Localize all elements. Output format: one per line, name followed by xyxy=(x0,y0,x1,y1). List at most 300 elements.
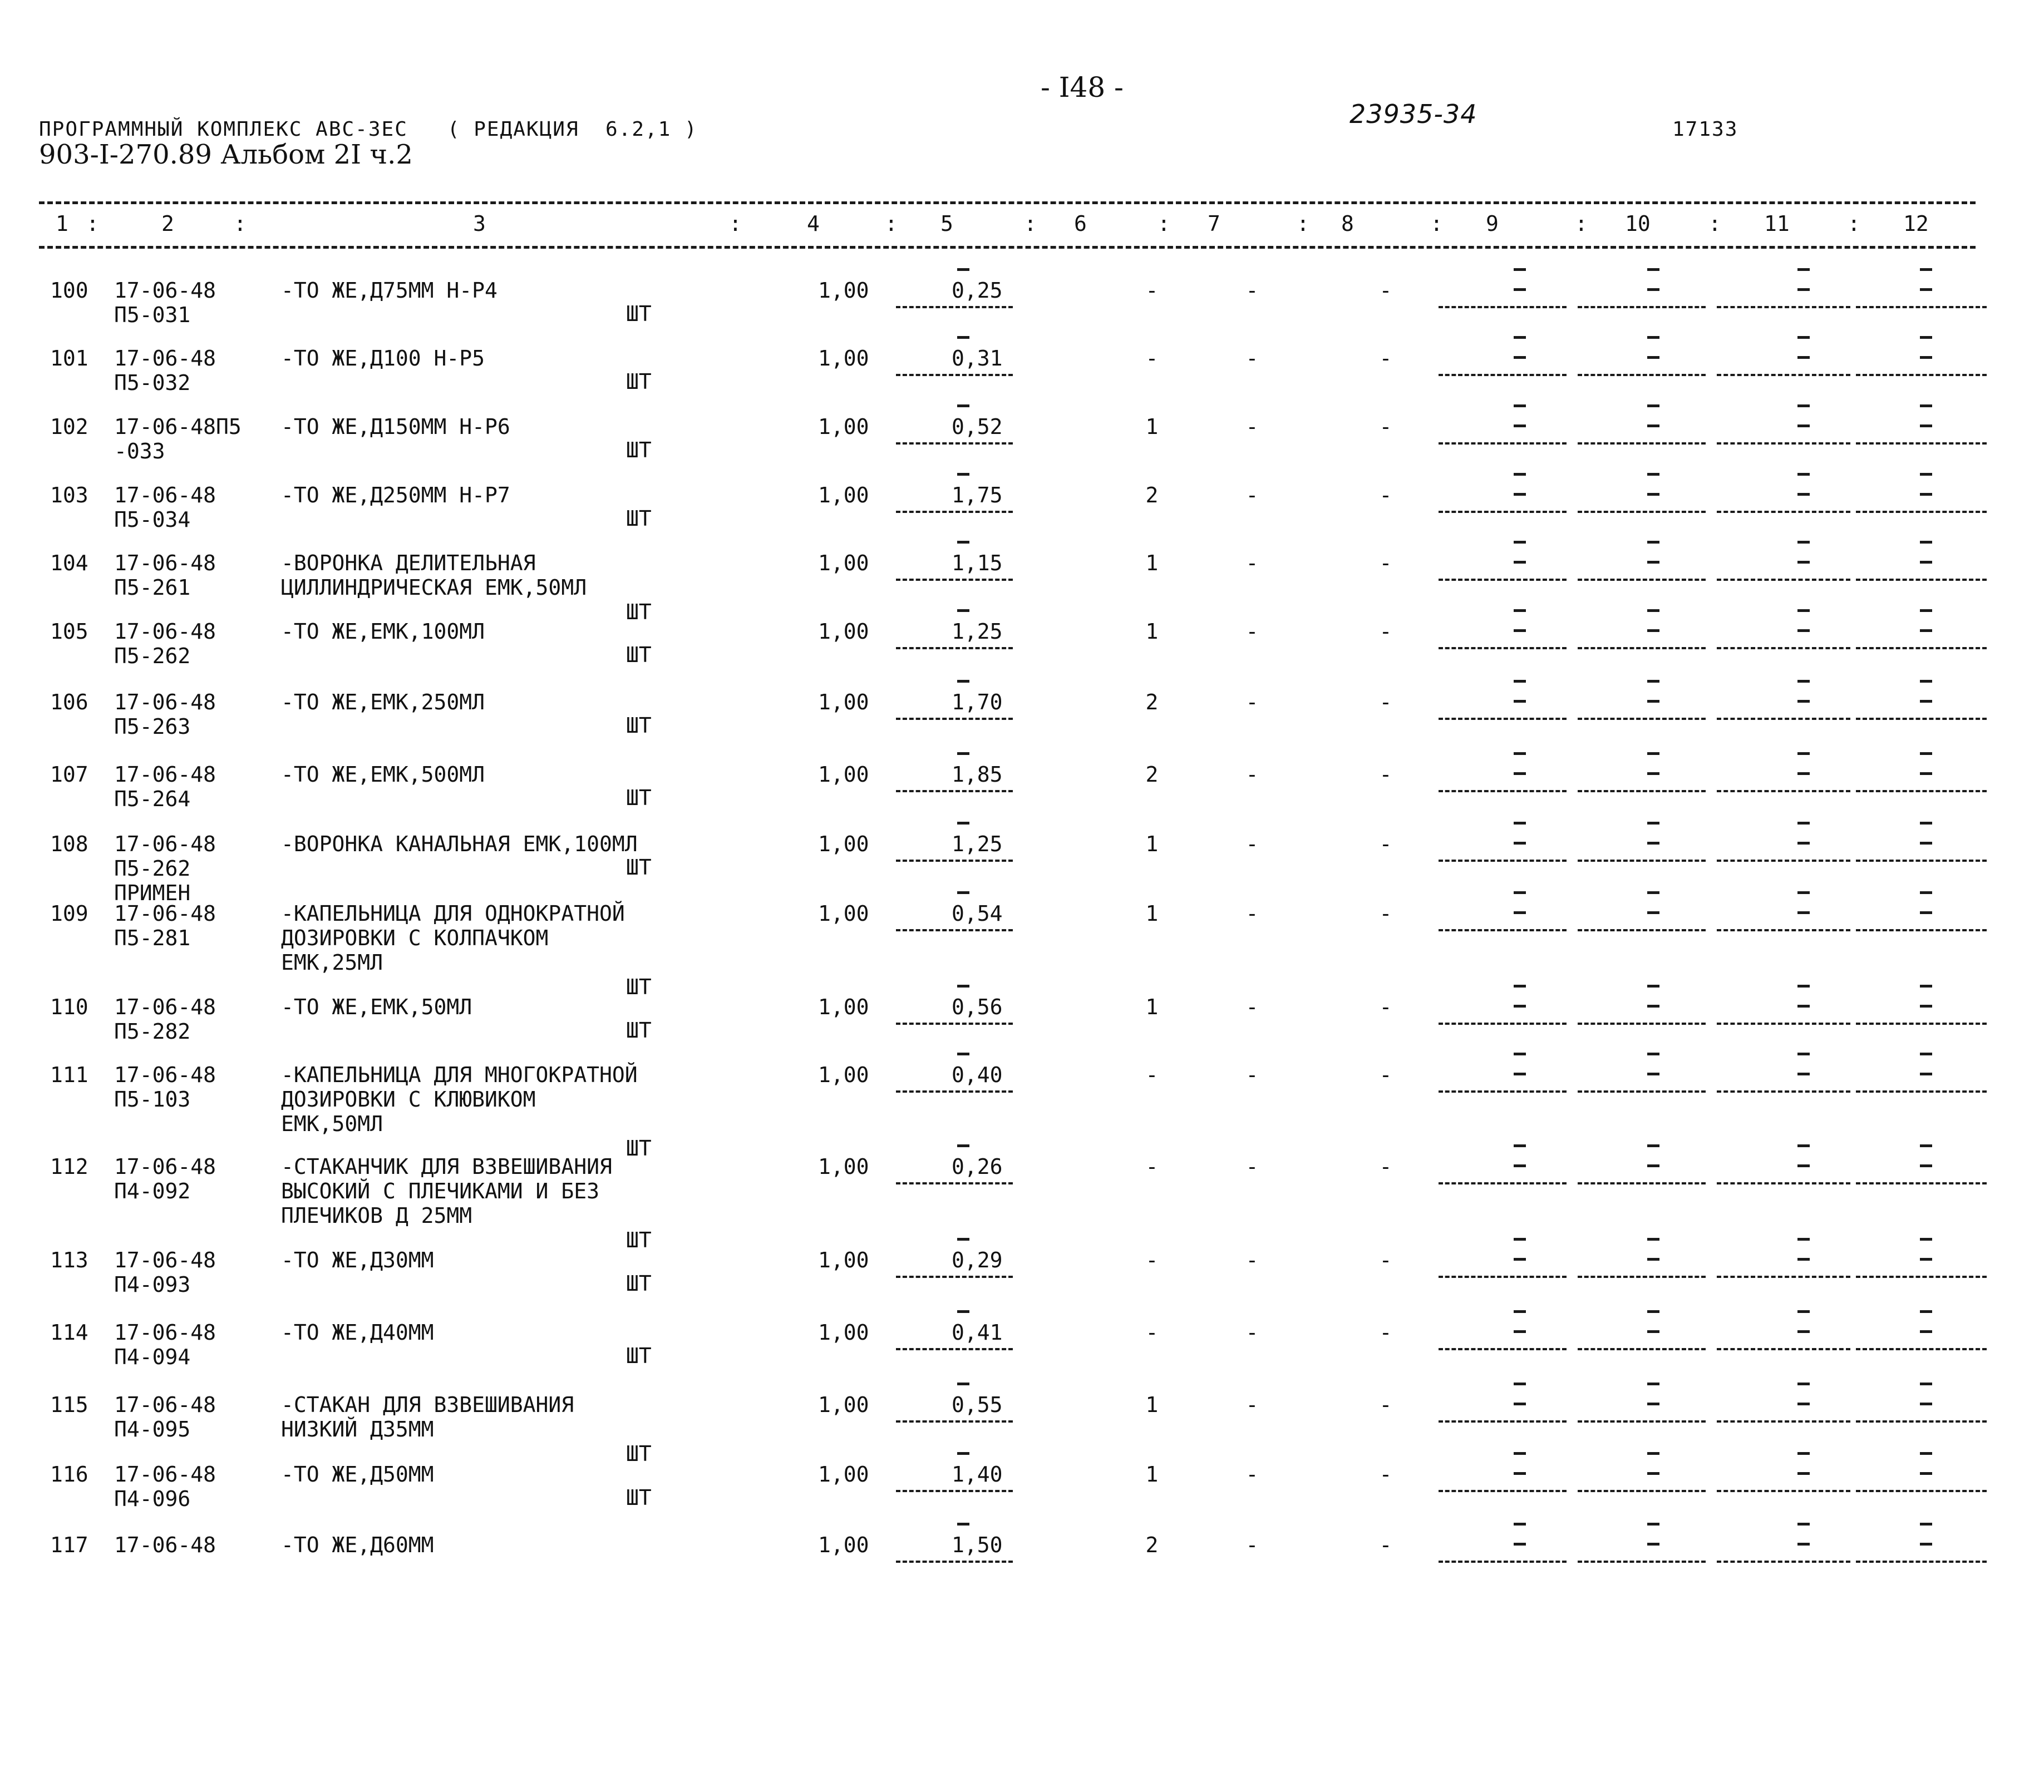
item-description: -ТО ЖЕ,Д60ММ xyxy=(281,1533,434,1557)
column-10-underline xyxy=(1578,1561,1706,1563)
empty-value-mark xyxy=(1514,541,1526,544)
item-description: -ВОРОНКА ДЕЛИТЕЛЬНАЯ xyxy=(281,551,536,575)
item-unit: ШТ xyxy=(626,1018,652,1043)
empty-value-mark xyxy=(1514,1258,1526,1261)
column-10-underline xyxy=(1578,1090,1706,1093)
column-header-row xyxy=(39,211,1976,236)
column-8-value: - xyxy=(1379,483,1392,507)
column-6-value: - xyxy=(1145,1320,1159,1345)
column-6-value: 1 xyxy=(1145,414,1159,439)
column-7-value: - xyxy=(1245,1320,1259,1345)
item-quantity: 1,00 xyxy=(818,1533,869,1557)
price-underline xyxy=(896,579,1013,581)
row-number: 110 xyxy=(50,995,88,1019)
empty-value-mark xyxy=(1514,1330,1526,1333)
empty-value-mark xyxy=(1514,336,1526,339)
empty-value-mark xyxy=(1647,700,1659,703)
empty-value-mark xyxy=(1797,700,1810,703)
column-6-value: 2 xyxy=(1145,483,1159,507)
empty-value-mark xyxy=(1920,1144,1932,1147)
empty-value-mark xyxy=(1647,336,1659,339)
item-code: 17-06-48 xyxy=(114,762,216,787)
column-10-underline xyxy=(1578,1182,1706,1184)
column-11-underline xyxy=(1717,929,1850,931)
empty-value-mark xyxy=(1647,680,1659,683)
item-code: ПРИМЕН xyxy=(114,881,191,905)
column-7-value: - xyxy=(1245,1248,1259,1272)
empty-value-mark xyxy=(1514,629,1526,632)
item-quantity: 1,00 xyxy=(818,1320,869,1345)
column-11-underline xyxy=(1717,1348,1850,1350)
item-code: 17-06-48 xyxy=(114,1063,216,1087)
item-unit: ШТ xyxy=(626,1344,652,1368)
column-9-underline xyxy=(1439,579,1567,581)
empty-value-mark xyxy=(1514,424,1526,427)
empty-value-mark xyxy=(1514,752,1526,755)
empty-value-mark xyxy=(1514,1053,1526,1055)
price-underline xyxy=(896,1348,1013,1350)
column-12-underline xyxy=(1856,860,1987,862)
column-header-10: 10 xyxy=(1625,211,1651,236)
empty-value-mark xyxy=(1797,561,1810,564)
row-number: 113 xyxy=(50,1248,88,1272)
empty-value-mark xyxy=(1647,1238,1659,1241)
item-code: 17-06-48 xyxy=(114,1154,216,1179)
column-12-underline xyxy=(1856,718,1987,720)
item-unit: ШТ xyxy=(626,438,652,462)
row-number: 111 xyxy=(50,1063,88,1087)
row-number: 101 xyxy=(50,346,88,371)
empty-value-mark xyxy=(1797,772,1810,775)
column-separator: : xyxy=(1848,211,1860,236)
empty-value-mark xyxy=(1514,911,1526,914)
empty-value-mark xyxy=(957,891,969,894)
empty-value-mark xyxy=(1647,1164,1659,1167)
item-description: -ТО ЖЕ,Д50ММ xyxy=(281,1462,434,1487)
empty-value-mark xyxy=(1647,629,1659,632)
price-underline xyxy=(896,1276,1013,1278)
item-code: П5-262 xyxy=(114,856,191,881)
item-quantity: 1,00 xyxy=(818,995,869,1019)
column-11-underline xyxy=(1717,306,1850,308)
item-price: 1,40 xyxy=(952,1462,1003,1487)
item-description: ПЛЕЧИКОВ Д 25ММ xyxy=(281,1203,472,1228)
empty-value-mark xyxy=(1797,842,1810,845)
empty-value-mark xyxy=(1514,842,1526,845)
column-6-value: - xyxy=(1145,1063,1159,1087)
column-separator: : xyxy=(1430,211,1443,236)
column-6-value: 2 xyxy=(1145,690,1159,714)
item-price: 1,15 xyxy=(952,551,1003,575)
item-code: П5-264 xyxy=(114,787,191,811)
column-6-value: 1 xyxy=(1145,551,1159,575)
empty-value-mark xyxy=(1647,404,1659,407)
empty-value-mark xyxy=(1920,541,1932,544)
empty-value-mark xyxy=(1797,356,1810,359)
column-12-underline xyxy=(1856,1561,1987,1563)
empty-value-mark xyxy=(1920,1005,1932,1008)
item-code: П4-093 xyxy=(114,1272,191,1297)
price-underline xyxy=(896,790,1013,792)
empty-value-mark xyxy=(1514,772,1526,775)
column-header-12: 12 xyxy=(1903,211,1929,236)
column-12-underline xyxy=(1856,442,1987,445)
column-10-underline xyxy=(1578,860,1706,862)
item-quantity: 1,00 xyxy=(818,278,869,303)
item-description: -ТО ЖЕ,Д150ММ Н-Р6 xyxy=(281,414,510,439)
item-unit: ШТ xyxy=(626,506,652,531)
column-12-underline xyxy=(1856,511,1987,513)
item-description: ЕМК,25МЛ xyxy=(281,950,383,975)
table-header-rule xyxy=(39,246,1976,249)
item-unit: ШТ xyxy=(626,855,652,880)
empty-value-mark xyxy=(1920,1383,1932,1385)
empty-value-mark xyxy=(1920,424,1932,427)
row-number: 109 xyxy=(50,901,88,926)
column-9-underline xyxy=(1439,718,1567,720)
column-6-value: 2 xyxy=(1145,1533,1159,1557)
empty-value-mark xyxy=(1647,1523,1659,1526)
column-9-underline xyxy=(1439,306,1567,308)
column-10-underline xyxy=(1578,511,1706,513)
column-separator: : xyxy=(1297,211,1309,236)
empty-value-mark xyxy=(1920,700,1932,703)
column-8-value: - xyxy=(1379,690,1392,714)
item-description: -ТО ЖЕ,ЕМК,50МЛ xyxy=(281,995,472,1019)
item-description: -ТО ЖЕ,Д100 Н-Р5 xyxy=(281,346,485,371)
empty-value-mark xyxy=(1797,1144,1810,1147)
empty-value-mark xyxy=(1920,1258,1932,1261)
empty-value-mark xyxy=(1920,356,1932,359)
program-title: ПРОГРАММНЫЙ КОМПЛЕКС АВС-3ЕС ( РЕДАКЦИЯ 6.2,1 ) xyxy=(39,118,698,141)
empty-value-mark xyxy=(957,822,969,825)
item-code: П5-032 xyxy=(114,371,191,395)
empty-value-mark xyxy=(1647,772,1659,775)
empty-value-mark xyxy=(1920,1543,1932,1546)
item-quantity: 1,00 xyxy=(818,1063,869,1087)
column-8-value: - xyxy=(1379,414,1392,439)
empty-value-mark xyxy=(1514,1073,1526,1075)
empty-value-mark xyxy=(1514,1310,1526,1313)
empty-value-mark xyxy=(1920,609,1932,612)
row-number: 117 xyxy=(50,1533,88,1557)
row-number: 114 xyxy=(50,1320,88,1345)
empty-value-mark xyxy=(1920,772,1932,775)
empty-value-mark xyxy=(1514,1543,1526,1546)
empty-value-mark xyxy=(1647,822,1659,825)
column-11-underline xyxy=(1717,1090,1850,1093)
item-code: П5-262 xyxy=(114,644,191,668)
empty-value-mark xyxy=(1920,1073,1932,1075)
column-9-underline xyxy=(1439,1023,1567,1025)
empty-value-mark xyxy=(1647,752,1659,755)
column-7-value: - xyxy=(1245,278,1259,303)
price-underline xyxy=(896,718,1013,720)
column-9-underline xyxy=(1439,1490,1567,1492)
empty-value-mark xyxy=(957,473,969,476)
empty-value-mark xyxy=(1647,1383,1659,1385)
item-unit: ШТ xyxy=(626,369,652,394)
empty-value-mark xyxy=(1514,1452,1526,1455)
empty-value-mark xyxy=(1647,493,1659,496)
column-7-value: - xyxy=(1245,1533,1259,1557)
empty-value-mark xyxy=(1797,629,1810,632)
item-quantity: 1,00 xyxy=(818,832,869,856)
column-8-value: - xyxy=(1379,762,1392,787)
empty-value-mark xyxy=(1797,424,1810,427)
empty-value-mark xyxy=(1797,1383,1810,1385)
column-8-value: - xyxy=(1379,1393,1392,1417)
empty-value-mark xyxy=(957,268,969,271)
empty-value-mark xyxy=(1647,1330,1659,1333)
column-header-6: 6 xyxy=(1074,211,1087,236)
empty-value-mark xyxy=(1514,1383,1526,1385)
item-description: -ТО ЖЕ,Д40ММ xyxy=(281,1320,434,1345)
column-11-underline xyxy=(1717,790,1850,792)
column-7-value: - xyxy=(1245,690,1259,714)
empty-value-mark xyxy=(1920,1053,1932,1055)
column-8-value: - xyxy=(1379,1533,1392,1557)
column-7-value: - xyxy=(1245,619,1259,644)
empty-value-mark xyxy=(1920,1523,1932,1526)
item-unit: ШТ xyxy=(626,1136,652,1161)
empty-value-mark xyxy=(957,1238,969,1241)
column-header-1: 1 xyxy=(56,211,68,236)
empty-value-mark xyxy=(1647,842,1659,845)
item-code: 17-06-48 xyxy=(114,483,216,507)
empty-value-mark xyxy=(1514,1403,1526,1405)
item-unit: ШТ xyxy=(626,786,652,810)
item-code: П4-095 xyxy=(114,1417,191,1442)
item-code: 17-06-48 xyxy=(114,346,216,371)
row-number: 115 xyxy=(50,1393,88,1417)
empty-value-mark xyxy=(1797,1164,1810,1167)
price-underline xyxy=(896,511,1013,513)
price-underline xyxy=(896,1561,1013,1563)
empty-value-mark xyxy=(1797,1073,1810,1075)
item-price: 0,41 xyxy=(952,1320,1003,1345)
empty-value-mark xyxy=(1514,1005,1526,1008)
column-6-value: 1 xyxy=(1145,619,1159,644)
column-7-value: - xyxy=(1245,346,1259,371)
column-7-value: - xyxy=(1245,1393,1259,1417)
column-7-value: - xyxy=(1245,551,1259,575)
column-9-underline xyxy=(1439,374,1567,376)
item-code: 17-06-48 xyxy=(114,1248,216,1272)
empty-value-mark xyxy=(1647,1005,1659,1008)
item-code: П5-261 xyxy=(114,575,191,600)
empty-value-mark xyxy=(1920,1238,1932,1241)
sheet-code: 17133 xyxy=(1672,118,1738,141)
column-header-8: 8 xyxy=(1341,211,1354,236)
column-separator: : xyxy=(1024,211,1037,236)
empty-value-mark xyxy=(957,1310,969,1313)
column-10-underline xyxy=(1578,1490,1706,1492)
item-quantity: 1,00 xyxy=(818,690,869,714)
item-price: 0,25 xyxy=(952,278,1003,303)
column-header-5: 5 xyxy=(940,211,953,236)
column-9-underline xyxy=(1439,1348,1567,1350)
item-description: ДОЗИРОВКИ С КОЛПАЧКОМ xyxy=(281,926,549,950)
column-6-value: - xyxy=(1145,1248,1159,1272)
column-11-underline xyxy=(1717,647,1850,649)
empty-value-mark xyxy=(1797,911,1810,914)
item-code: 17-06-48 xyxy=(114,278,216,303)
empty-value-mark xyxy=(1797,1053,1810,1055)
item-code: 17-06-48 xyxy=(114,995,216,1019)
empty-value-mark xyxy=(957,1523,969,1526)
empty-value-mark xyxy=(1647,1472,1659,1475)
price-underline xyxy=(896,647,1013,649)
empty-value-mark xyxy=(957,985,969,988)
document-code: 23935-34 xyxy=(1349,99,1477,129)
item-code: П5-281 xyxy=(114,926,191,950)
column-10-underline xyxy=(1578,579,1706,581)
column-12-underline xyxy=(1856,1276,1987,1278)
item-price: 1,50 xyxy=(952,1533,1003,1557)
column-8-value: - xyxy=(1379,832,1392,856)
column-6-value: 2 xyxy=(1145,762,1159,787)
column-12-underline xyxy=(1856,1420,1987,1423)
item-quantity: 1,00 xyxy=(818,1248,869,1272)
empty-value-mark xyxy=(1920,822,1932,825)
item-price: 0,52 xyxy=(952,414,1003,439)
column-9-underline xyxy=(1439,442,1567,445)
column-12-underline xyxy=(1856,1182,1987,1184)
column-11-underline xyxy=(1717,579,1850,581)
empty-value-mark xyxy=(1647,891,1659,894)
empty-value-mark xyxy=(1514,822,1526,825)
empty-value-mark xyxy=(1647,473,1659,476)
item-description: ВЫСОКИЙ С ПЛЕЧИКАМИ И БЕЗ xyxy=(281,1179,599,1203)
column-7-value: - xyxy=(1245,762,1259,787)
item-description: -КАПЕЛЬНИЦА ДЛЯ ОДНОКРАТНОЙ xyxy=(281,901,625,926)
empty-value-mark xyxy=(1797,1543,1810,1546)
empty-value-mark xyxy=(1647,1073,1659,1075)
column-7-value: - xyxy=(1245,901,1259,926)
column-12-underline xyxy=(1856,579,1987,581)
empty-value-mark xyxy=(1920,493,1932,496)
column-10-underline xyxy=(1578,647,1706,649)
empty-value-mark xyxy=(1797,1403,1810,1405)
column-12-underline xyxy=(1856,306,1987,308)
item-code: П4-092 xyxy=(114,1179,191,1203)
empty-value-mark xyxy=(1920,1330,1932,1333)
item-price: 1,70 xyxy=(952,690,1003,714)
column-10-underline xyxy=(1578,1348,1706,1350)
empty-value-mark xyxy=(1920,1310,1932,1313)
column-6-value: 1 xyxy=(1145,995,1159,1019)
column-6-value: 1 xyxy=(1145,1393,1159,1417)
item-quantity: 1,00 xyxy=(818,414,869,439)
column-11-underline xyxy=(1717,374,1850,376)
row-number: 105 xyxy=(50,619,88,644)
item-description: -ВОРОНКА КАНАЛЬНАЯ ЕМК,100МЛ xyxy=(281,832,638,856)
column-7-value: - xyxy=(1245,1462,1259,1487)
column-9-underline xyxy=(1439,929,1567,931)
column-6-value: - xyxy=(1145,1154,1159,1179)
item-unit: ШТ xyxy=(626,713,652,738)
item-quantity: 1,00 xyxy=(818,1393,869,1417)
empty-value-mark xyxy=(1797,752,1810,755)
empty-value-mark xyxy=(1920,985,1932,988)
empty-value-mark xyxy=(1920,404,1932,407)
item-unit: ШТ xyxy=(626,302,652,326)
empty-value-mark xyxy=(1920,268,1932,271)
empty-value-mark xyxy=(1797,1258,1810,1261)
column-8-value: - xyxy=(1379,619,1392,644)
item-code: 17-06-48 xyxy=(114,1462,216,1487)
empty-value-mark xyxy=(1797,541,1810,544)
column-header-11: 11 xyxy=(1764,211,1790,236)
row-number: 102 xyxy=(50,414,88,439)
column-7-value: - xyxy=(1245,1063,1259,1087)
empty-value-mark xyxy=(1797,1238,1810,1241)
item-code: 17-06-48 xyxy=(114,1320,216,1345)
item-price: 0,26 xyxy=(952,1154,1003,1179)
empty-value-mark xyxy=(1647,1543,1659,1546)
column-11-underline xyxy=(1717,860,1850,862)
column-10-underline xyxy=(1578,790,1706,792)
empty-value-mark xyxy=(957,541,969,544)
column-separator: : xyxy=(234,211,247,236)
price-underline xyxy=(896,929,1013,931)
item-price: 0,40 xyxy=(952,1063,1003,1087)
empty-value-mark xyxy=(1647,1310,1659,1313)
column-11-underline xyxy=(1717,511,1850,513)
item-price: 1,25 xyxy=(952,832,1003,856)
column-header-3: 3 xyxy=(473,211,486,236)
item-code: 17-06-48 xyxy=(114,619,216,644)
empty-value-mark xyxy=(1514,680,1526,683)
column-header-7: 7 xyxy=(1208,211,1220,236)
item-quantity: 1,00 xyxy=(818,483,869,507)
column-8-value: - xyxy=(1379,995,1392,1019)
item-code: 17-06-48 xyxy=(114,551,216,575)
item-price: 1,25 xyxy=(952,619,1003,644)
price-underline xyxy=(896,1490,1013,1492)
column-header-4: 4 xyxy=(807,211,820,236)
column-7-value: - xyxy=(1245,414,1259,439)
empty-value-mark xyxy=(1647,424,1659,427)
item-unit: ШТ xyxy=(626,975,652,999)
empty-value-mark xyxy=(1797,404,1810,407)
page-number: - I48 - xyxy=(1041,71,1124,103)
column-11-underline xyxy=(1717,442,1850,445)
column-7-value: - xyxy=(1245,483,1259,507)
row-number: 100 xyxy=(50,278,88,303)
item-code: 17-06-48 xyxy=(114,901,216,926)
item-code: 17-06-48П5 xyxy=(114,414,242,439)
column-separator: : xyxy=(1158,211,1170,236)
empty-value-mark xyxy=(1920,473,1932,476)
column-11-underline xyxy=(1717,1561,1850,1563)
empty-value-mark xyxy=(1514,1472,1526,1475)
item-price: 0,55 xyxy=(952,1393,1003,1417)
empty-value-mark xyxy=(1797,1330,1810,1333)
empty-value-mark xyxy=(1647,911,1659,914)
column-6-value: - xyxy=(1145,278,1159,303)
empty-value-mark xyxy=(1647,1403,1659,1405)
item-unit: ШТ xyxy=(626,1271,652,1296)
column-12-underline xyxy=(1856,647,1987,649)
column-10-underline xyxy=(1578,1420,1706,1423)
empty-value-mark xyxy=(957,1144,969,1147)
item-quantity: 1,00 xyxy=(818,1154,869,1179)
item-price: 0,29 xyxy=(952,1248,1003,1272)
row-number: 107 xyxy=(50,762,88,787)
empty-value-mark xyxy=(1647,561,1659,564)
